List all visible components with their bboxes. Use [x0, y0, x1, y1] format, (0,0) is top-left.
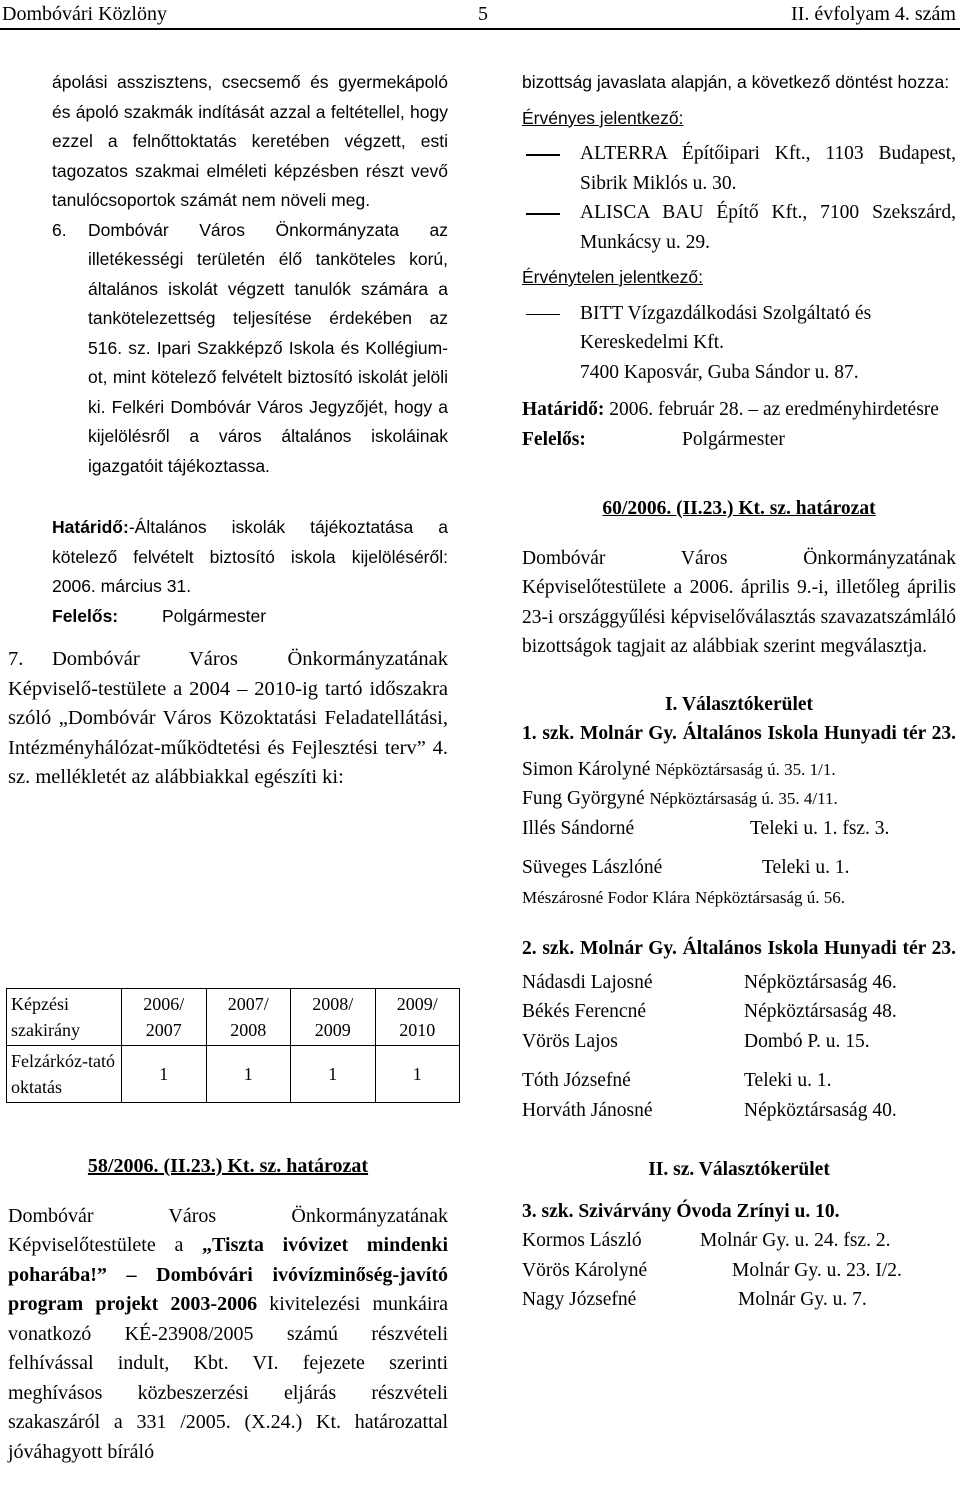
member-name: Kormos László [522, 1230, 642, 1251]
issue-label: II. évfolyam 4. szám [791, 3, 956, 25]
page-number: 5 [478, 3, 488, 25]
member-name: Horváth Jánosné [522, 1099, 653, 1121]
member-name: Nádasdi Lajosné [522, 971, 653, 993]
item-7-text: Dombóvár Város Önkormányzatának Képviselő-testülete a 2004 ‒ 2010-ig tartó időszakra szóló „Dombóvár Város Közoktatási Feladatellátási, Intézményhálózat-működtetési és Fejlesztési terv” 4. sz. mellékletét az alábbiakkal egészíti ki: [8, 648, 448, 788]
table-year: 2006/ 2007 [122, 989, 207, 1046]
item-6 [52, 216, 448, 482]
member-row [522, 1066, 956, 1096]
invalid-applicant [522, 299, 956, 388]
paragraph-committee: bizottság javaslata alapján, a következő döntést hozza: [522, 72, 950, 92]
table-header-row [7, 989, 460, 1046]
member-name: Tóth Józsefné [522, 1070, 631, 1091]
member-name: Nagy Józsefné [522, 1289, 637, 1310]
member-row [522, 1226, 956, 1256]
table-year: 2009/ 2010 [375, 989, 460, 1046]
member-address: Népköztársaság ú. 35. 1/1. [655, 759, 836, 779]
deadline-label: Határidő: [522, 399, 605, 420]
valid-applicant-text: ALISCA BAU Építő Kft., 7100 Szekszárd, Munkácsy u. 29. [580, 202, 956, 253]
resolution-58-text [8, 1202, 448, 1468]
table-row-label: Felzárkóz-tató oktatás [7, 1046, 122, 1103]
item-7-number: 7. [8, 648, 24, 670]
member-address: Népköztársaság 40. [744, 1099, 897, 1121]
responsible-value: Polgármester [162, 605, 267, 626]
education-table [6, 988, 460, 1103]
table-cell: 1 [122, 1046, 207, 1103]
polling-station-2: 2. szk. Molnár Gy. Általános Iskola Hunyadi tér 23. [522, 938, 956, 959]
member-address: Népköztársaság 46. [744, 971, 897, 993]
responsible-value: Polgármester [682, 428, 785, 450]
member-row [522, 853, 956, 883]
member-address: Teleki u. 1. [762, 857, 850, 878]
invalid-applicant-text [580, 299, 956, 388]
resolution-60-text: Dombóvár Város Önkormányzatának Képviselőtestülete a 2006. április 9.-i, illetőleg április 23-i országgyűlési képviselőválasztás szavazatszámláló bizottságok tagjait az alábbiak szerint megválasztja. [522, 547, 956, 657]
member-row [522, 1285, 956, 1315]
polling-station-3: 3. szk. Szivárvány Óvoda Zrínyi u. 10. [522, 1200, 840, 1222]
member-row [522, 1096, 956, 1126]
item-6-text: Dombóvár Város Önkormányzata az illetékességi területén élő tanköteles korú, általános iskolát végzett tanulók számára a tankötelezettség teljesítése érdekében az 516. sz. Ipari Szakképző Iskola és Kollégium-ot, mint kötelező felvételt biztosító iskolát jelöli ki. Felkéri Dombóvár Város Jegyzőjét, hogy a kijelölésről a város általános iskoláinak igazgatóit tájékoztassa. [88, 219, 448, 476]
dash-bullet [522, 139, 580, 198]
member-address: Népköztársaság 48. [744, 1001, 897, 1022]
resolution-58-intro: Dombóvár Város Önkormányzatának Képviselőtestülete a [8, 1204, 448, 1256]
member-name: Fung Györgyné [522, 788, 645, 809]
responsible-label: Felelős: [522, 428, 586, 450]
resolution-58-title: 58/2006. (II.23.) Kt. sz. határozat [87, 1155, 369, 1177]
member-address: Népköztársaság ú. 56. [694, 887, 846, 907]
deadline-label: Határidő: [52, 517, 129, 537]
member-name: Vörös Lajos [522, 1030, 618, 1052]
member-row [522, 814, 956, 844]
member-row [522, 1256, 956, 1286]
resolution-58-rest: kivitelezési munkáira vonatkozó KÉ-23908/2005 számú részvételi felhívással indult, Kbt. VI. fejezete szerinti meghívásos közbeszerzési eljárás részvételi szakaszáról a 331 /2005. (X.24.) Kt. határozattal jóváhagyott bíráló [8, 1293, 448, 1463]
member-address: Dombó P. u. 15. [744, 1030, 870, 1052]
member-row [522, 997, 956, 1027]
station-2-members [522, 968, 956, 1126]
station-1-members [522, 755, 956, 913]
station-3-members [522, 1226, 956, 1315]
table-year: 2007/ 2008 [206, 989, 291, 1046]
member-name: Illés Sándorné [522, 817, 635, 839]
member-address: Teleki u. 1. [744, 1070, 832, 1091]
member-address: Molnár Gy. u. 23. I/2. [732, 1259, 902, 1281]
invalid-applicant-name: BITT Vízgazdálkodási Szolgáltató és Kereskedelmi Kft. [580, 302, 872, 353]
member-name: Békés Ferencné [522, 1001, 646, 1022]
resolution-58-project: „Tiszta ivóvizet mindenki poharába!” ‒ Dombóvári ivóvízminőség-javító program projekt 2003-2006 [8, 1234, 448, 1315]
member-row [522, 755, 956, 785]
resolution-58 [8, 1152, 448, 1467]
district-1-title: I. Választókerület [664, 693, 814, 715]
publication-title: Dombóvári Közlöny [2, 3, 167, 25]
member-row [522, 883, 956, 913]
member-name: Mészárosné Fodor Klára [522, 887, 691, 907]
district-2-title: II. sz. Választókerület [648, 1159, 830, 1180]
invalid-applicant-address: 7400 Kaposvár, Guba Sándor u. 87. [580, 361, 859, 383]
table-cell: 1 [206, 1046, 291, 1103]
resolution-60-title: 60/2006. (II.23.) Kt. sz. határozat [602, 498, 876, 519]
deadline-left [52, 513, 448, 602]
responsible-left [52, 602, 448, 632]
paragraph-nursing: ápolási asszisztens, csecsemő és gyermekápoló és ápoló szakmák indítását azzal a feltétellel, hogy ezzel a felnőttoktatás keretében végzett, esti tagozatos szakmai elméleti képzésben részt vevő tanulócsoportok számát nem növeli meg. [52, 72, 448, 210]
valid-applicant [522, 198, 956, 257]
member-row [522, 968, 956, 998]
item-7 [8, 645, 448, 793]
deadline-right [522, 395, 956, 425]
member-name: Süveges Lászlóné [522, 857, 663, 878]
invalid-label: Érvénytelen jelentkező: [522, 267, 703, 287]
responsible-right [522, 425, 956, 455]
item-6-number: 6. [52, 219, 67, 240]
polling-station-1: 1. szk. Molnár Gy. Általános Iskola Hunyadi tér 23. [522, 723, 956, 744]
member-address: Teleki u. 1. fsz. 3. [750, 817, 890, 839]
dash-bullet [522, 198, 580, 257]
member-address: Molnár Gy. u. 7. [738, 1289, 867, 1310]
table-row [7, 1046, 460, 1103]
member-row [522, 784, 956, 814]
member-name: Vörös Károlyné [522, 1259, 648, 1281]
member-row [522, 1027, 956, 1057]
responsible-label: Felelős: [52, 605, 119, 626]
member-name: Simon Károlyné [522, 758, 651, 780]
member-address: Molnár Gy. u. 24. fsz. 2. [700, 1230, 891, 1251]
page-header [0, 0, 960, 30]
table-cell: 1 [291, 1046, 376, 1103]
dash-bullet [522, 299, 580, 388]
table-head-label: Képzési szakirány [7, 989, 122, 1046]
table-cell: 1 [375, 1046, 460, 1103]
valid-label: Érvényes jelentkező: [522, 107, 684, 128]
deadline-text: -Általános iskolák tájékoztatása a kötelező felvételt biztosító iskola kijelöléséről: 2006. március 31. [52, 517, 448, 596]
table-year: 2008/ 2009 [291, 989, 376, 1046]
member-address: Népköztársaság ú. 35. 4/11. [649, 789, 838, 808]
valid-applicant [522, 139, 956, 198]
left-column [8, 68, 448, 793]
right-column [522, 68, 956, 1315]
deadline-text: 2006. február 28. ‒ az eredményhirdetésre [609, 399, 939, 420]
valid-applicant-text: ALTERRA Építőipari Kft., 1103 Budapest, Sibrik Miklós u. 30. [580, 143, 956, 194]
